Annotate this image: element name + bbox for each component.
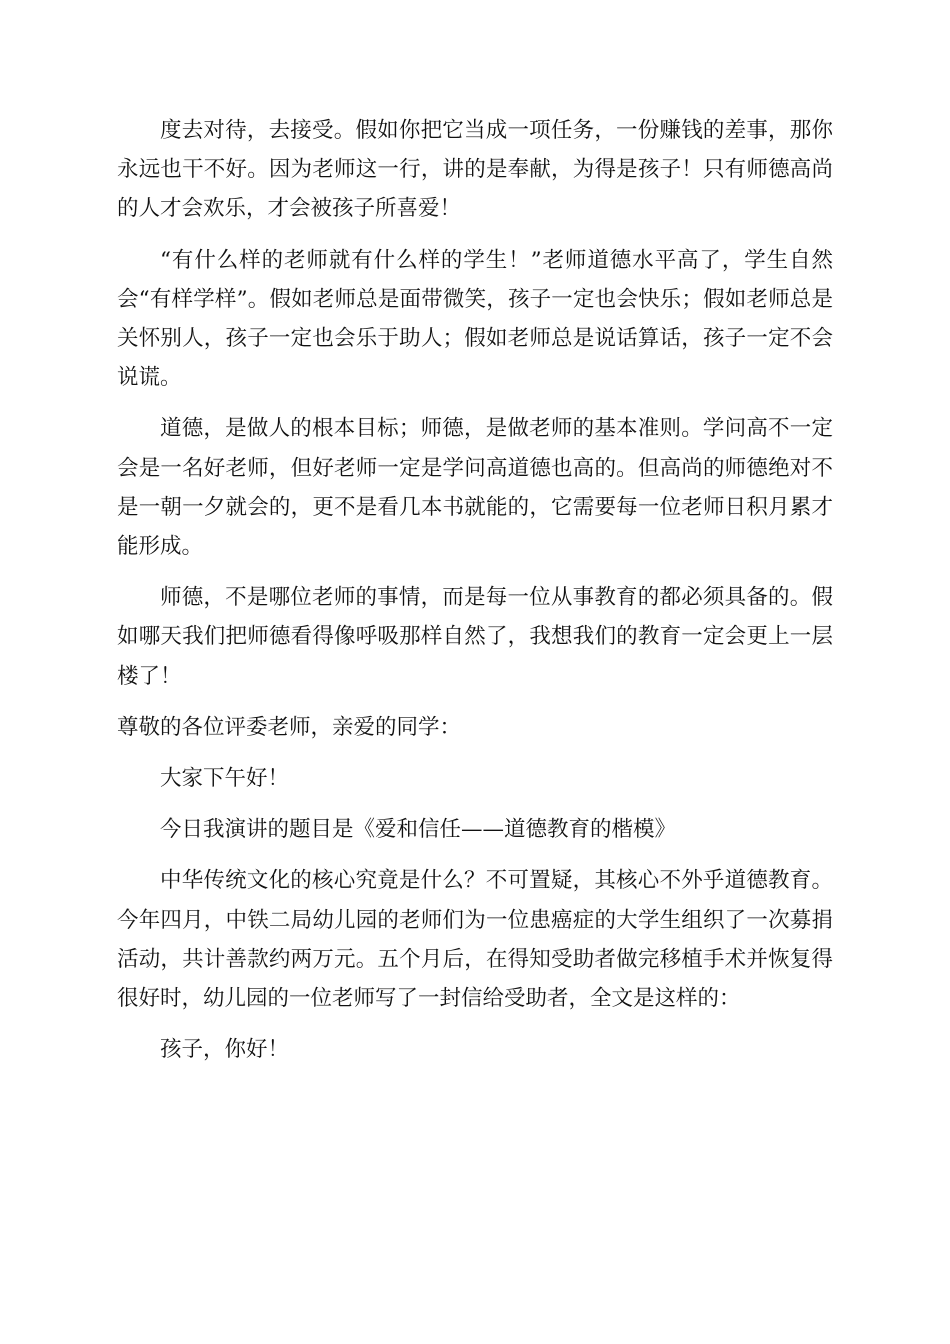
paragraph-letter-opening: 孩子，你好！ xyxy=(160,1037,290,1063)
paragraph-speech-title: 今日我演讲的题目是《爱和信任——道德教育的楷模》 xyxy=(160,817,677,843)
paragraph-teacher-model: “有什么样的老师就有什么样的学生！”老师道德水平高了，学生自然会“有样学样”。假如老师总是面带微笑，孩子一定也会快乐；假如老师总是关怀别人，孩子一定也会乐于助人；假如老师总是说话算话，孩子一定不会说谎。 xyxy=(117,247,833,391)
document-page xyxy=(117,111,833,1081)
paragraph-salutation: 尊敬的各位评委老师，亲爱的同学： xyxy=(117,714,462,740)
paragraph-greeting: 大家下午好！ xyxy=(160,766,290,792)
paragraph-teacher-ethics: 师德，不是哪位老师的事情，而是每一位从事教育的都必须具备的。假如哪天我们把师德看得像呼吸那样自然了，我想我们的教育一定会更上一层楼了！ xyxy=(117,585,833,689)
paragraph-morality-principle: 道德，是做人的根本目标；师德，是做老师的基本准则。学问高不一定会是一名好老师，但好老师一定是学问高道德也高的。但高尚的师德绝对不是一朝一夕就会的，更不是看几本书就能的，它需要每一位老师日积月累才能形成。 xyxy=(117,416,833,560)
paragraph-dedication: 度去对待，去接受。假如你把它当成一项任务，一份赚钱的差事，那你永远也干不好。因为老师这一行，讲的是奉献，为得是孩子！只有师德高尚的人才会欢乐，才会被孩子所喜爱！ xyxy=(117,118,833,222)
paragraph-story: 中华传统文化的核心究竟是什么？不可置疑，其核心不外乎道德教育。今年四月，中铁二局幼儿园的老师们为一位患癌症的大学生组织了一次募捐活动，共计善款约两万元。五个月后，在得知受助者做完移植手术并恢复得很好时，幼儿园的一位老师写了一封信给受助者，全文是这样的： xyxy=(117,868,833,1012)
